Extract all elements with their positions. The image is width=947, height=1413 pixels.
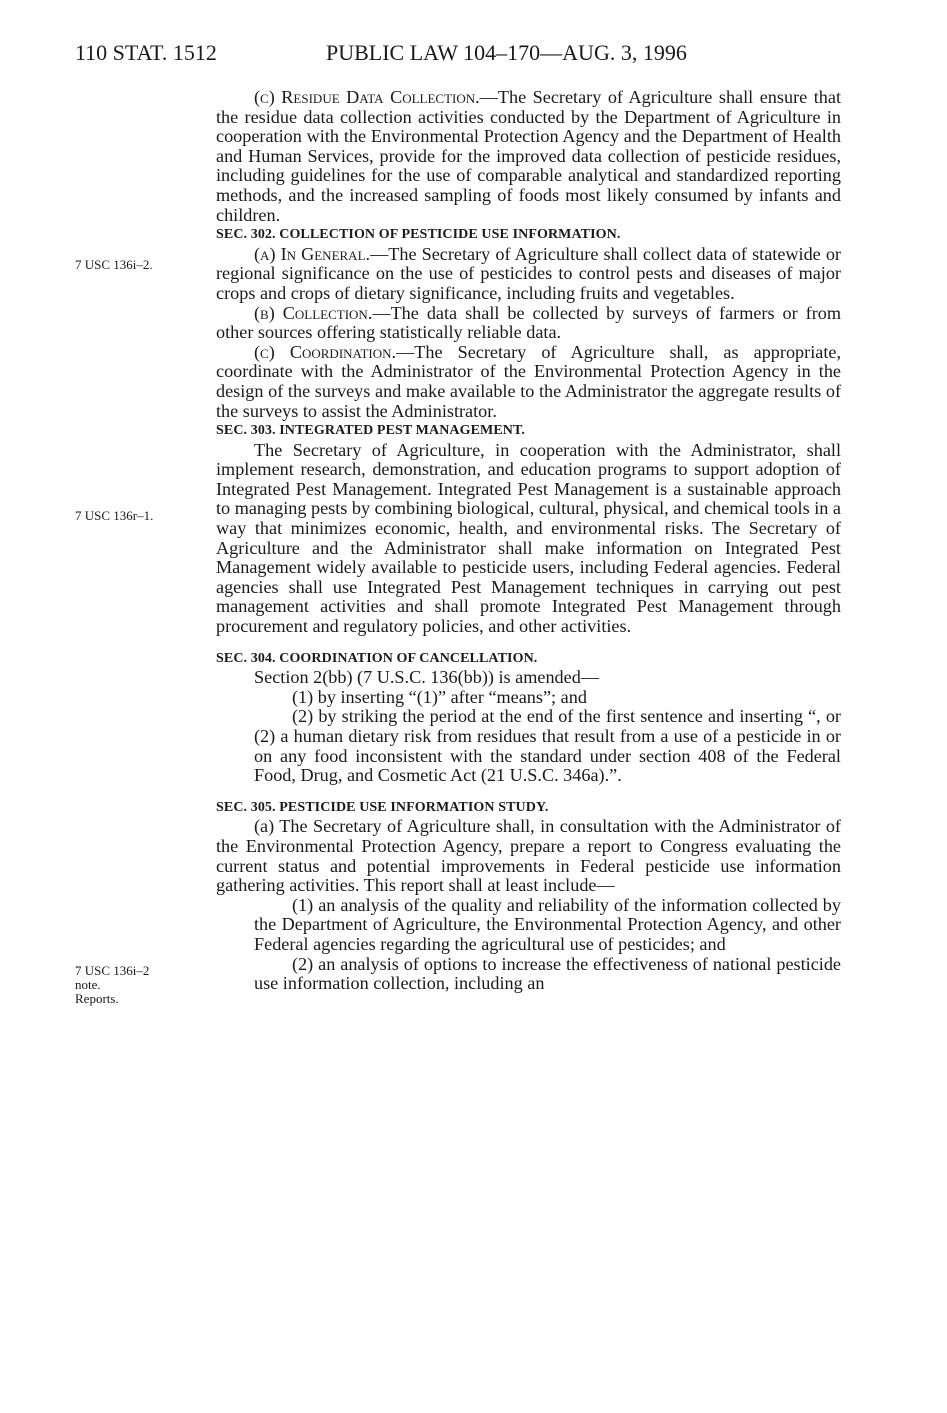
section-heading-303: SEC. 303. INTEGRATED PEST MANAGEMENT. — [216, 423, 526, 439]
paragraph-text: —The Secretary of Agriculture shall ensure that the residue data collection activities conducted by the Department of Agriculture in cooperation with the Environmental Protection Agency and the Department of Health and Human Services, provide for the improved data collection of pesticide residues, including guidelines for the use of comparable analytical and standardized reporting methods, and the increased sampling of foods most likely consumed by infants and children. — [216, 87, 841, 225]
page-header — [75, 40, 845, 72]
paragraph-label: (c) Residue Data Collection. — [254, 87, 480, 107]
document-body — [216, 88, 841, 994]
paragraph-label: (b) Collection. — [254, 302, 373, 323]
paragraph-305-item1: (1) an analysis of the quality and reliability of the information collected by the Department of Agriculture, the Environmental Protection Agency, and other Federal agencies regarding the agricultural use of pesticides; and — [254, 894, 841, 954]
paragraph-residue-data-collection — [216, 88, 841, 225]
margin-note-reports: Reports. — [75, 991, 119, 1006]
paragraph-302a — [216, 245, 841, 304]
section-heading-305: SEC. 305. PESTICIDE USE INFORMATION STUDY. — [216, 799, 549, 815]
section-heading-302: SEC. 302. COLLECTION OF PESTICIDE USE INFORMATION. — [216, 227, 621, 243]
paragraph-304-intro: Section 2(bb) (7 U.S.C. 136(bb)) is amended— — [254, 667, 600, 688]
paragraph-text: —The data shall be collected by surveys of farmers or from other sources offering statistically reliable data. — [216, 302, 842, 343]
paragraph-text: —The Secretary of Agriculture shall collect data of statewide or regional significance on the use of pesticides to control pests and diseases of major crops and crops of dietary significance, including fruits and vegetables. — [216, 243, 841, 303]
margin-note-usc: 7 USC 136i–2 — [75, 963, 150, 978]
paragraph-302c — [216, 343, 841, 421]
section-heading-304: SEC. 304. COORDINATION OF CANCELLATION. — [216, 650, 538, 666]
paragraph-304-item1: (1) by inserting “(1)” after “means”; and — [292, 686, 587, 707]
paragraph-304-item2: (2) by striking the period at the end of the first sentence and inserting “, or (2) a human dietary risk from residues that result from a use of a pesticide in or on any food inconsistent with the standard under section 408 of the Federal Food, Drug, and Cosmetic Act (21 U.S.C. 346a).”. — [254, 706, 841, 786]
margin-note-note: note. — [75, 977, 101, 992]
public-law-title: PUBLIC LAW 104–170—AUG. 3, 1996 — [326, 40, 687, 65]
margin-note-sec302: 7 USC 136i–2. — [75, 257, 153, 272]
paragraph-305-item2: (2) an analysis of options to increase the effectiveness of national pesticide use information collection, including an — [254, 953, 841, 994]
paragraph-label: (a) In General. — [254, 243, 371, 264]
paragraph-302b — [216, 304, 841, 343]
paragraph-label: (c) Coordination. — [254, 341, 397, 362]
paragraph-305a: (a) The Secretary of Agriculture shall, in consultation with the Administrator of the Environmental Protection Agency, prepare a report to Congress evaluating the current status and potential improvements in Federal pesticide use information gathering activities. This report shall at least include— — [216, 816, 841, 896]
paragraph-text: —The Secretary of Agriculture shall, as appropriate, coordinate with the Administrator of the Environmental Protection Agency in the design of the surveys and make available to the Administrator the aggregate results of the surveys to assist the Administrator. — [216, 341, 841, 421]
margin-note-sec305 — [75, 964, 149, 1006]
margin-note-sec303: 7 USC 136r–1. — [75, 508, 154, 523]
paragraph-303: The Secretary of Agriculture, in cooperation with the Administrator, shall implement research, demonstration, and education programs to support adoption of Integrated Pest Management. Integrated Pest Management is a sustainable approach to managing pests by combining biological, cultural, physical, and chemical tools in a way that minimizes economic, health, and environmental risks. The Secretary of Agriculture and the Administrator shall make information on Integrated Pest Management widely available to pesticide users, including Federal agencies. Federal agencies shall use Integrated Pest Management techniques in carrying out pest management activities and shall promote Integrated Pest Management through procurement and regulatory policies, and other activities. — [216, 439, 841, 637]
statute-page-number: 110 STAT. 1512 — [75, 40, 217, 65]
